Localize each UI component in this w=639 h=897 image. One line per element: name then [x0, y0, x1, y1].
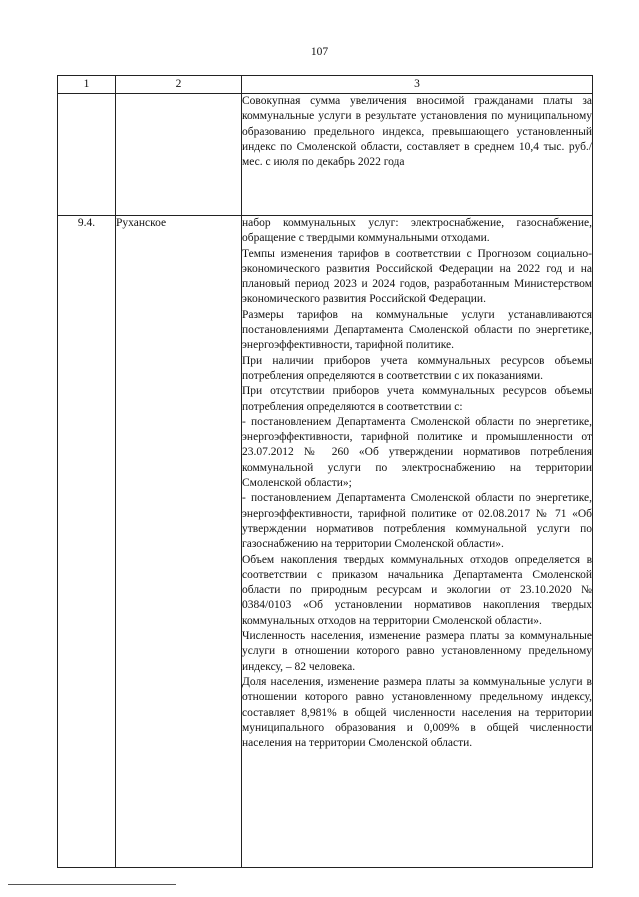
description-cell — [242, 216, 593, 868]
municipality-name-cell: Руханское — [116, 216, 242, 868]
description-paragraph: Совокупная сумма увеличения вносимой гражданами платы за коммунальные услуги в результате установления по муниципальному образованию предельного индекса, превышающего установленный индекс по Смоленской области, составляет в среднем 10,4 тыс. руб./мес. с июля по декабрь 2022 года — [242, 95, 592, 169]
description-paragraph: набор коммунальных услуг: электроснабжение, газоснабжение, обращение с твердыми коммунальными отходами. — [242, 217, 592, 245]
footer-divider — [8, 884, 176, 885]
description-cell — [242, 94, 593, 216]
column-header-3: 3 — [242, 76, 593, 94]
description-paragraph: При отсутствии приборов учета коммунальных ресурсов объемы потребления определяются в соответствии с: — [242, 385, 592, 413]
description-paragraph: - постановлением Департамента Смоленской области по энергетике, энергоэффективности, тарифной политике и промышленности от 23.07.2012 № 260 «Об утверждении нормативов потребления коммунальной услуги по электроснабжению на территории Смоленской области»; — [242, 415, 592, 490]
column-header-1: 1 — [58, 76, 116, 94]
description-paragraph: Доля населения, изменение размера платы за коммунальные услуги в отношении которого равно установленному предельному индексу, составляет 8,981% в общей численности населения на территории муниципального образования и 0,009% в общей численности населения на территории Смоленской области. — [242, 675, 592, 750]
description-paragraph: Размеры тарифов на коммунальные услуги устанавливаются постановлениями Департамента Смоленской области по энергетике, энергоэффективности, тарифной политике. — [242, 308, 592, 352]
table-row-9-4 — [58, 216, 593, 868]
column-header-2: 2 — [116, 76, 242, 94]
table-row-continuation — [58, 94, 593, 216]
description-paragraph: - постановлением Департамента Смоленской области по энергетике, энергоэффективности, тарифной политике от 02.08.2017 № 71 «Об утверждении нормативов потребления коммунальной услуги по газоснабжению на территории Смоленской области». — [242, 492, 592, 551]
row-number-cell — [58, 94, 116, 216]
description-paragraph: Численность населения, изменение размера платы за коммунальные услуги в отношении которого равно установленному предельному индексу, – 82 человека. — [242, 630, 592, 673]
description-paragraph: Темпы изменения тарифов в соответствии с Прогнозом социально-экономического развития Российской Федерации на 2022 год и на плановый период 2023 и 2024 годов, разработанным Министерством экономического развития Российской Федерации. — [242, 247, 592, 306]
page-number: 107 — [310, 46, 329, 58]
table-header-row — [58, 76, 593, 94]
description-paragraph: При наличии приборов учета коммунальных ресурсов объемы потребления определяются в соответствии с их показаниями. — [242, 354, 592, 382]
row-number-cell: 9.4. — [58, 216, 116, 868]
description-paragraph: Объем накопления твердых коммунальных отходов определяется в соответствии с приказом начальника Департамента Смоленской области по природным ресурсам и экологии от 23.10.2020 № 0384/0103 «Об установлении нормативов накопления твердых коммунальных отходов на территории Смоленской области». — [242, 553, 592, 627]
document-table — [57, 75, 593, 868]
municipality-name-cell — [116, 94, 242, 216]
